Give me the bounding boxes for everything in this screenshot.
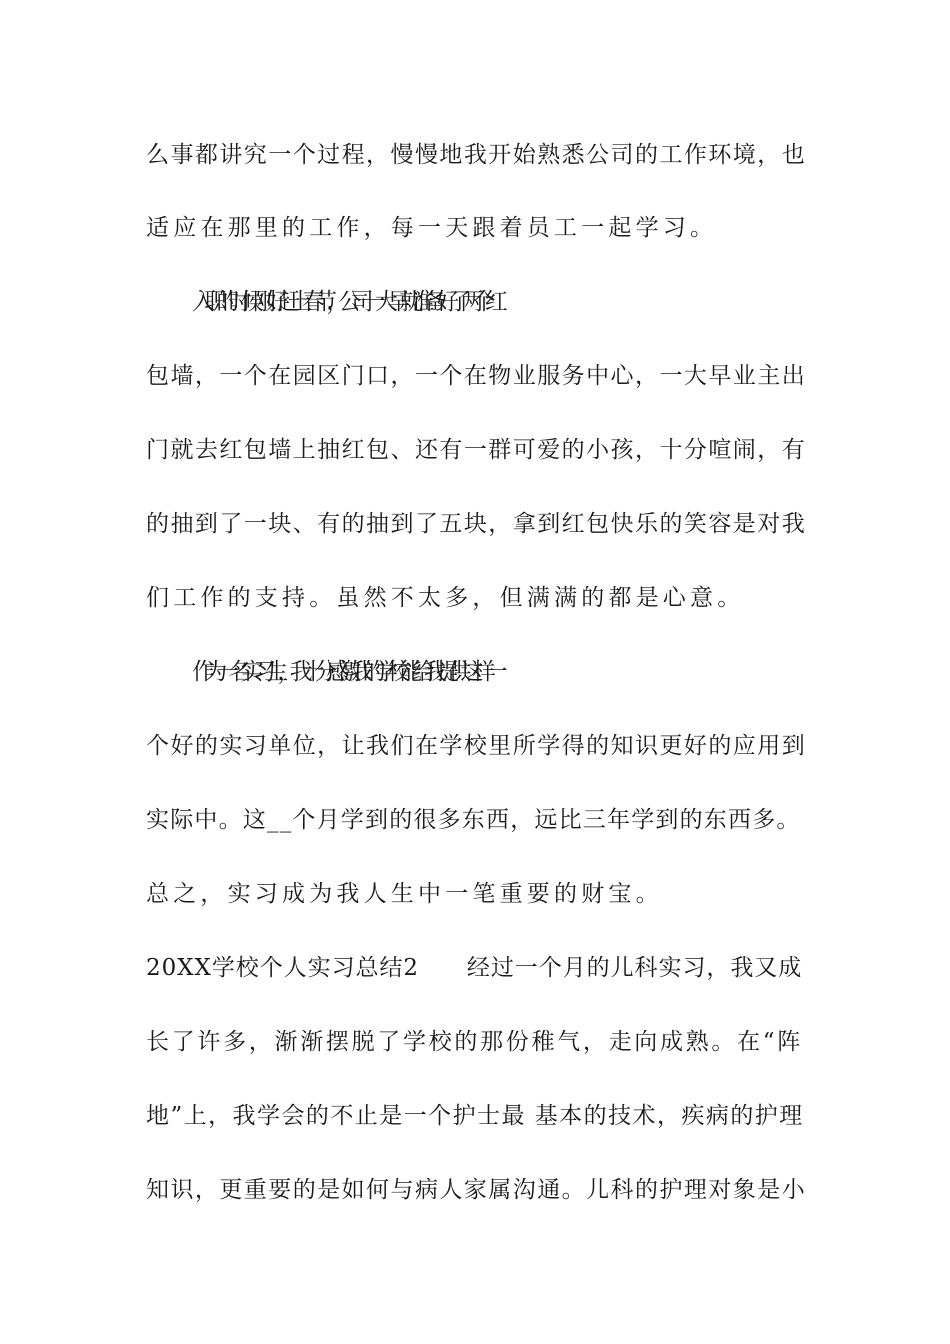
paragraph-line: 么事都讲究一个过程，慢慢地我开始熟悉公司的工作环境，也 [146, 142, 807, 168]
paragraph-line: 作为一名实习生，我十分感激我的学校能给我提供这样一 [192, 659, 498, 685]
paragraph-line: 门就去红包墙上抽红包、还有一群可爱的小孩，十分喧闹，有 [146, 437, 807, 463]
paragraph-line: 包墙，一个在园区门口，一个在物业服务中心，一大早业主出 [146, 363, 807, 389]
paragraph-line: 实际中。这__个月学到的很多东西，远比三年学到的东西多。 [146, 807, 801, 833]
paragraph-line: 们工作的支持。虽然不太多，但满满的都是心意。 [146, 585, 745, 611]
paragraph-line: 总之，实习成为我人生中一笔重要的财宝。 [146, 881, 663, 907]
section-heading-line: 20XX学校个人实习总结2 经过一个月的儿科实习，我又成 [146, 955, 803, 981]
paragraph-line: 长了许多，渐渐摆脱了学校的那份稚气，走向成熟。在“阵 [146, 1029, 803, 1055]
paragraph-line: 知识，更重要的是如何与病人家属沟通。儿科的护理对象是小 [146, 1177, 807, 1203]
paragraph-line: 地”上，我学会的不止是一个护士最 基本的技术，疾病的护理 [146, 1103, 804, 1129]
paragraph-line: 个好的实习单位，让我们在学校里所学得的知识更好的应用到 [146, 733, 807, 759]
paragraph-line: 适应在那里的工作，每一天跟着员工一起学习。 [146, 215, 718, 241]
paragraph-line: 入职的时候刚好赶上春节，公司一大早就准备好了两个红 [192, 289, 498, 315]
paragraph-line: 的抽到了一块、有的抽到了五块，拿到红包快乐的笑容是对我 [146, 511, 807, 537]
